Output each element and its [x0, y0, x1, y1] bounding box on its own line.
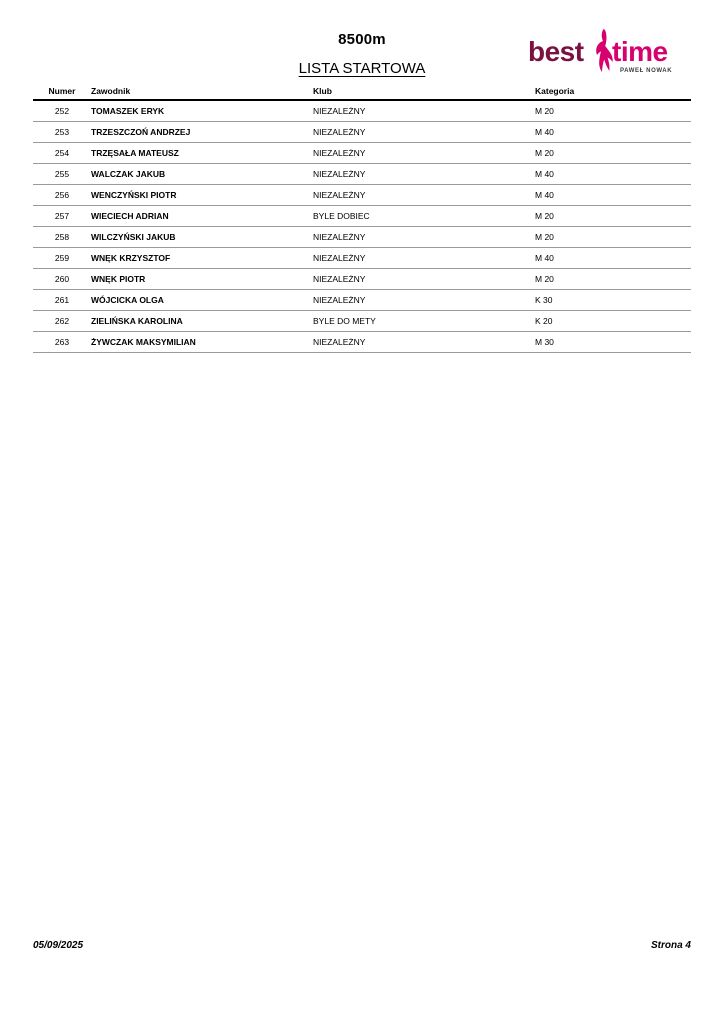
table-row: [33, 100, 691, 122]
cell-numer: 252: [33, 100, 91, 122]
table-body: [33, 100, 691, 353]
cell-kategoria: M 40: [535, 248, 691, 269]
cell-numer: 260: [33, 269, 91, 290]
table-row: [33, 290, 691, 311]
table-row: [33, 122, 691, 143]
cell-klub: NIEZALEŻNY: [313, 332, 535, 353]
cell-klub: NIEZALEŻNY: [313, 122, 535, 143]
cell-klub: NIEZALEŻNY: [313, 269, 535, 290]
best-time-logo: [528, 28, 688, 80]
cell-klub: NIEZALEŻNY: [313, 248, 535, 269]
logo-subtitle: PAWEŁ NOWAK: [620, 68, 673, 74]
logo-word-time: time: [612, 36, 668, 67]
cell-numer: 262: [33, 311, 91, 332]
column-header-numer: Numer: [33, 86, 91, 100]
table-row: [33, 311, 691, 332]
table-row: [33, 143, 691, 164]
cell-zawodnik: WENCZYŃSKI PIOTR: [91, 185, 313, 206]
page-footer: [33, 940, 691, 956]
column-header-zawodnik: Zawodnik: [91, 86, 313, 100]
table-row: [33, 227, 691, 248]
cell-kategoria: M 20: [535, 227, 691, 248]
cell-zawodnik: WNĘK PIOTR: [91, 269, 313, 290]
cell-klub: BYLE DOBIEC: [313, 206, 535, 227]
cell-zawodnik: TOMASZEK ERYK: [91, 100, 313, 122]
cell-zawodnik: WALCZAK JAKUB: [91, 164, 313, 185]
cell-numer: 253: [33, 122, 91, 143]
cell-zawodnik: WNĘK KRZYSZTOF: [91, 248, 313, 269]
cell-numer: 255: [33, 164, 91, 185]
table-row: [33, 206, 691, 227]
cell-zawodnik: ZIELIŃSKA KAROLINA: [91, 311, 313, 332]
footer-date: 05/09/2025: [33, 940, 84, 951]
cell-kategoria: M 40: [535, 164, 691, 185]
column-header-kategoria: Kategoria: [535, 86, 691, 100]
cell-zawodnik: ŻYWCZAK MAKSYMILIAN: [91, 332, 313, 353]
cell-klub: NIEZALEŻNY: [313, 227, 535, 248]
table-header-row: [33, 86, 691, 100]
cell-kategoria: M 40: [535, 185, 691, 206]
logo-word-best: best: [528, 36, 584, 67]
cell-numer: 256: [33, 185, 91, 206]
cell-klub: NIEZALEŻNY: [313, 100, 535, 122]
cell-numer: 257: [33, 206, 91, 227]
table-row: [33, 248, 691, 269]
cell-klub: NIEZALEŻNY: [313, 185, 535, 206]
cell-kategoria: M 20: [535, 100, 691, 122]
footer-page-number: Strona 4: [650, 940, 691, 951]
table-row: [33, 269, 691, 290]
cell-numer: 263: [33, 332, 91, 353]
cell-kategoria: M 20: [535, 206, 691, 227]
cell-zawodnik: WIECIECH ADRIAN: [91, 206, 313, 227]
table-row: [33, 185, 691, 206]
table-row: [33, 332, 691, 353]
cell-numer: 254: [33, 143, 91, 164]
cell-zawodnik: WILCZYŃSKI JAKUB: [91, 227, 313, 248]
cell-kategoria: M 40: [535, 122, 691, 143]
page-subtitle-text: LISTA STARTOWA: [298, 60, 426, 77]
start-list-table: [33, 86, 691, 353]
cell-kategoria: M 30: [535, 332, 691, 353]
cell-numer: 261: [33, 290, 91, 311]
cell-zawodnik: TRZESZCZOŃ ANDRZEJ: [91, 122, 313, 143]
cell-kategoria: K 20: [535, 311, 691, 332]
start-list-table-wrapper: [33, 86, 691, 353]
cell-klub: NIEZALEŻNY: [313, 290, 535, 311]
cell-klub: NIEZALEŻNY: [313, 143, 535, 164]
page-title: 8500m: [338, 31, 386, 48]
cell-kategoria: K 30: [535, 290, 691, 311]
cell-zawodnik: WÓJCICKA OLGA: [91, 290, 313, 311]
cell-kategoria: M 20: [535, 269, 691, 290]
cell-numer: 258: [33, 227, 91, 248]
column-header-klub: Klub: [313, 86, 535, 100]
table-header: [33, 86, 691, 100]
cell-kategoria: M 20: [535, 143, 691, 164]
cell-klub: BYLE DO METY: [313, 311, 535, 332]
table-row: [33, 164, 691, 185]
cell-klub: NIEZALEŻNY: [313, 164, 535, 185]
cell-zawodnik: TRZĘSAŁA MATEUSZ: [91, 143, 313, 164]
cell-numer: 259: [33, 248, 91, 269]
